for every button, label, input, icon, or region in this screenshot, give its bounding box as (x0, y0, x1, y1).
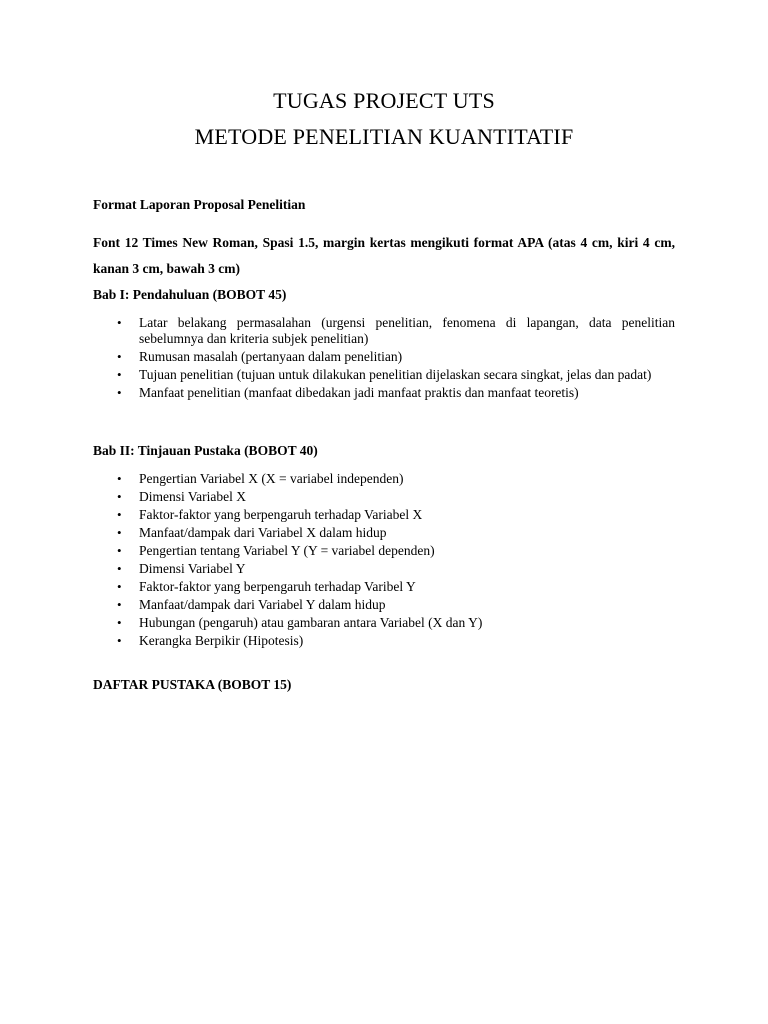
bullet-icon: • (117, 489, 122, 504)
list-item-text: Kerangka Berpikir (Hipotesis) (139, 633, 304, 648)
list-item-text: Pengertian Variabel X (X = variabel independen) (139, 471, 404, 486)
format-heading: Format Laporan Proposal Penelitian (93, 197, 306, 212)
list-item-text: Pengertian tentang Variabel Y (Y = variabel dependen) (139, 543, 435, 558)
list-item (93, 471, 675, 487)
list-item (93, 315, 675, 347)
list-item (93, 597, 675, 613)
list-item (93, 579, 675, 595)
bab1-heading: Bab I: Pendahuluan (BOBOT 45) (93, 287, 287, 302)
bullet-icon: • (117, 597, 122, 612)
daftar-pustaka-heading: DAFTAR PUSTAKA (BOBOT 15) (93, 677, 292, 692)
list-item (93, 349, 675, 365)
list-item-text: Rumusan masalah (pertanyaan dalam penelitian) (139, 349, 403, 364)
list-item-text: Manfaat/dampak dari Variabel Y dalam hidup (139, 597, 386, 612)
list-item-text: Hubungan (pengaruh) atau gambaran antara Variabel (X dan Y) (139, 615, 483, 630)
document-title: TUGAS PROJECT UTS (273, 88, 495, 113)
list-item-text: Latar belakang permasalahan (urgensi penelitian, fenomena di lapangan, data penelitian sebelumnya dan kriteria subjek penelitian) (139, 315, 675, 346)
bullet-icon: • (117, 561, 122, 576)
list-item (93, 367, 675, 383)
bullet-icon: • (117, 385, 122, 400)
list-item (93, 385, 675, 401)
bullet-icon: • (117, 349, 122, 364)
bullet-icon: • (117, 315, 122, 330)
bab2-heading: Bab II: Tinjauan Pustaka (BOBOT 40) (93, 443, 318, 458)
bullet-icon: • (117, 525, 122, 540)
list-item (93, 633, 675, 649)
bullet-icon: • (117, 615, 122, 630)
list-item (93, 561, 675, 577)
list-item-text: Manfaat/dampak dari Variabel X dalam hidup (139, 525, 387, 540)
bullet-icon: • (117, 471, 122, 486)
bullet-icon: • (117, 367, 122, 382)
bullet-icon: • (117, 507, 122, 522)
list-item-text: Manfaat penelitian (manfaat dibedakan jadi manfaat praktis dan manfaat teoretis) (139, 385, 579, 400)
bullet-icon: • (117, 579, 122, 594)
list-item-text: Dimensi Variabel X (139, 489, 246, 504)
document-subtitle: METODE PENELITIAN KUANTITATIF (194, 124, 574, 149)
bullet-icon: • (117, 633, 122, 648)
bab2-list (93, 471, 675, 651)
list-item (93, 615, 675, 631)
bab1-list (93, 315, 675, 403)
list-item-text: Dimensi Variabel Y (139, 561, 246, 576)
list-item-text: Faktor-faktor yang berpengaruh terhadap Varibel Y (139, 579, 416, 594)
bullet-icon: • (117, 543, 122, 558)
font-requirements-paragraph: Font 12 Times New Roman, Spasi 1.5, margin kertas mengikuti format APA (atas 4 cm, kiri 4 cm, kanan 3 cm, bawah 3 cm) (93, 235, 675, 276)
list-item (93, 525, 675, 541)
list-item-text: Faktor-faktor yang berpengaruh terhadap Variabel X (139, 507, 423, 522)
list-item-text: Tujuan penelitian (tujuan untuk dilakukan penelitian dijelaskan secara singkat, jelas dan padat) (139, 367, 652, 382)
list-item (93, 489, 675, 505)
list-item (93, 507, 675, 523)
list-item (93, 543, 675, 559)
